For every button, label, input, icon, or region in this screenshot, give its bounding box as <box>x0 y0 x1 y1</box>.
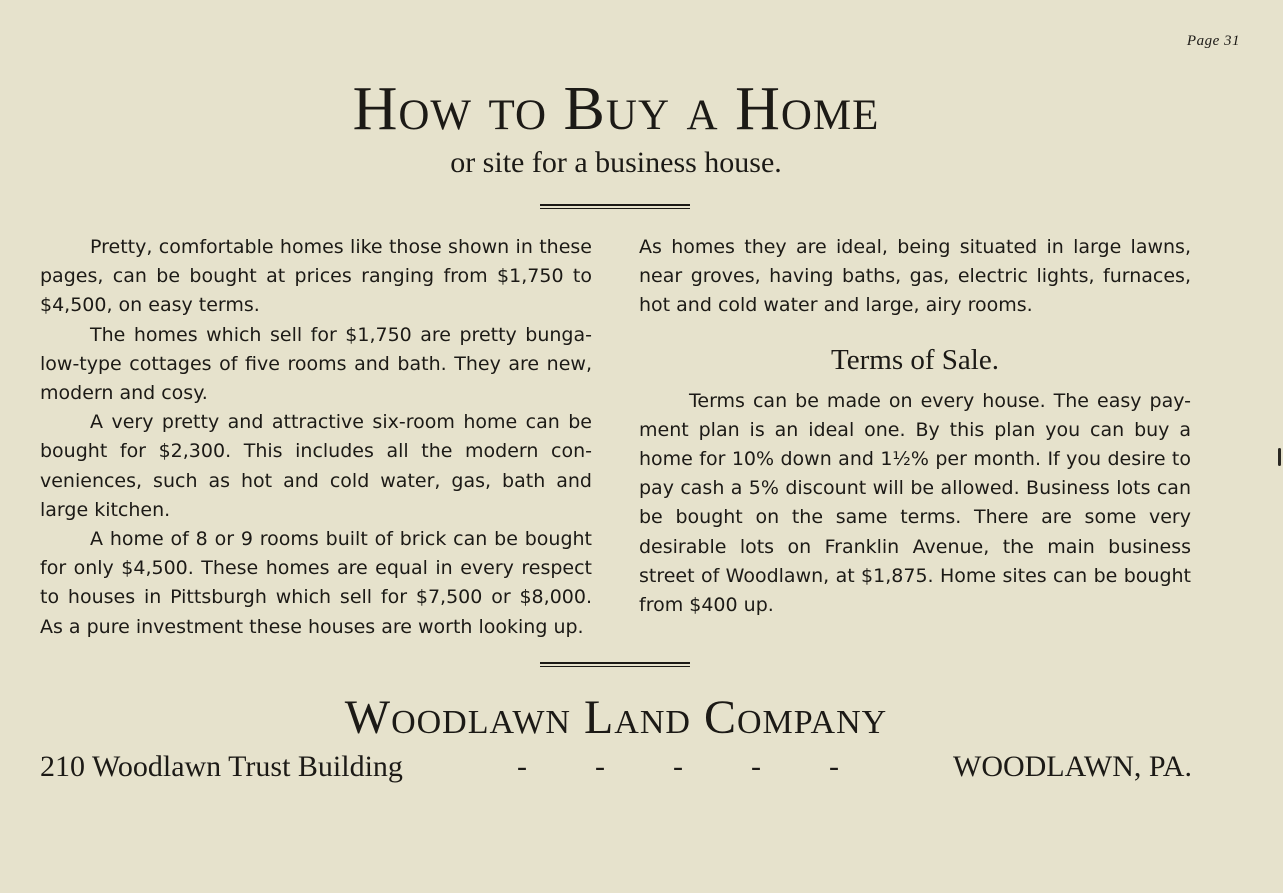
city-location: WOODLAWN, PA. <box>953 750 1192 783</box>
top-divider <box>540 204 690 209</box>
paragraph-brick-homes: A home of 8 or 9 rooms built of brick can be bought for only $4,500. These homes are equal in every respect to houses in Pittsburgh which sell for $7,500 or $8,000. As a pure investment these houses are worth looking up. <box>40 528 592 638</box>
paragraph-ideal-homes: As homes they are ideal, being situated in large lawns, near groves, having baths, gas, electric lights, furnaces, hot and cold water and large, airy rooms. <box>639 236 1191 317</box>
dash: - <box>750 750 761 783</box>
dash: - <box>516 750 527 783</box>
left-column <box>40 233 592 642</box>
paragraph-bungalows: The homes which sell for $1,750 are pretty bunga-low-type cottages of five rooms and bath. They are new, modern and cosy. <box>40 323 592 405</box>
street-address: 210 Woodlawn Trust Building <box>40 750 403 783</box>
page-title: How to Buy a Home <box>352 75 880 143</box>
paragraph-terms: Terms can be made on every house. The easy pay-ment plan is an ideal one. By this plan you can buy a home for 10% down and 1½% per month. If you desire to pay cash a 5% discount will be allowed. Business lots can be bought on the same terms. There are some very desirable lots on Franklin Avenue, the main business street of Woodlawn, at $1,875. Home sites can be bought from $400 up. <box>639 389 1191 616</box>
page-edge-mark <box>1278 448 1281 466</box>
page-subtitle: or site for a business house. <box>450 146 782 179</box>
terms-heading: Terms of Sale. <box>831 343 999 376</box>
paragraph-six-room: A very pretty and attractive six-room home can be bought for $2,300. This includes all the modern con-veniences, such as hot and cold water, gas, bath and large kitchen. <box>40 411 592 521</box>
bottom-divider <box>540 662 690 667</box>
dash-leader <box>517 750 839 784</box>
paragraph-prices: Pretty, comfortable homes like those shown in these pages, can be bought at prices ranging from $1,750 to $4,500, on easy terms. <box>40 236 592 317</box>
address-line <box>40 750 1192 784</box>
dash: - <box>828 750 839 783</box>
company-name: Woodlawn Land Company <box>344 691 888 744</box>
page-number: Page 31 <box>1186 33 1240 49</box>
dash: - <box>672 750 683 783</box>
dash: - <box>594 750 605 783</box>
right-column <box>639 233 1191 620</box>
